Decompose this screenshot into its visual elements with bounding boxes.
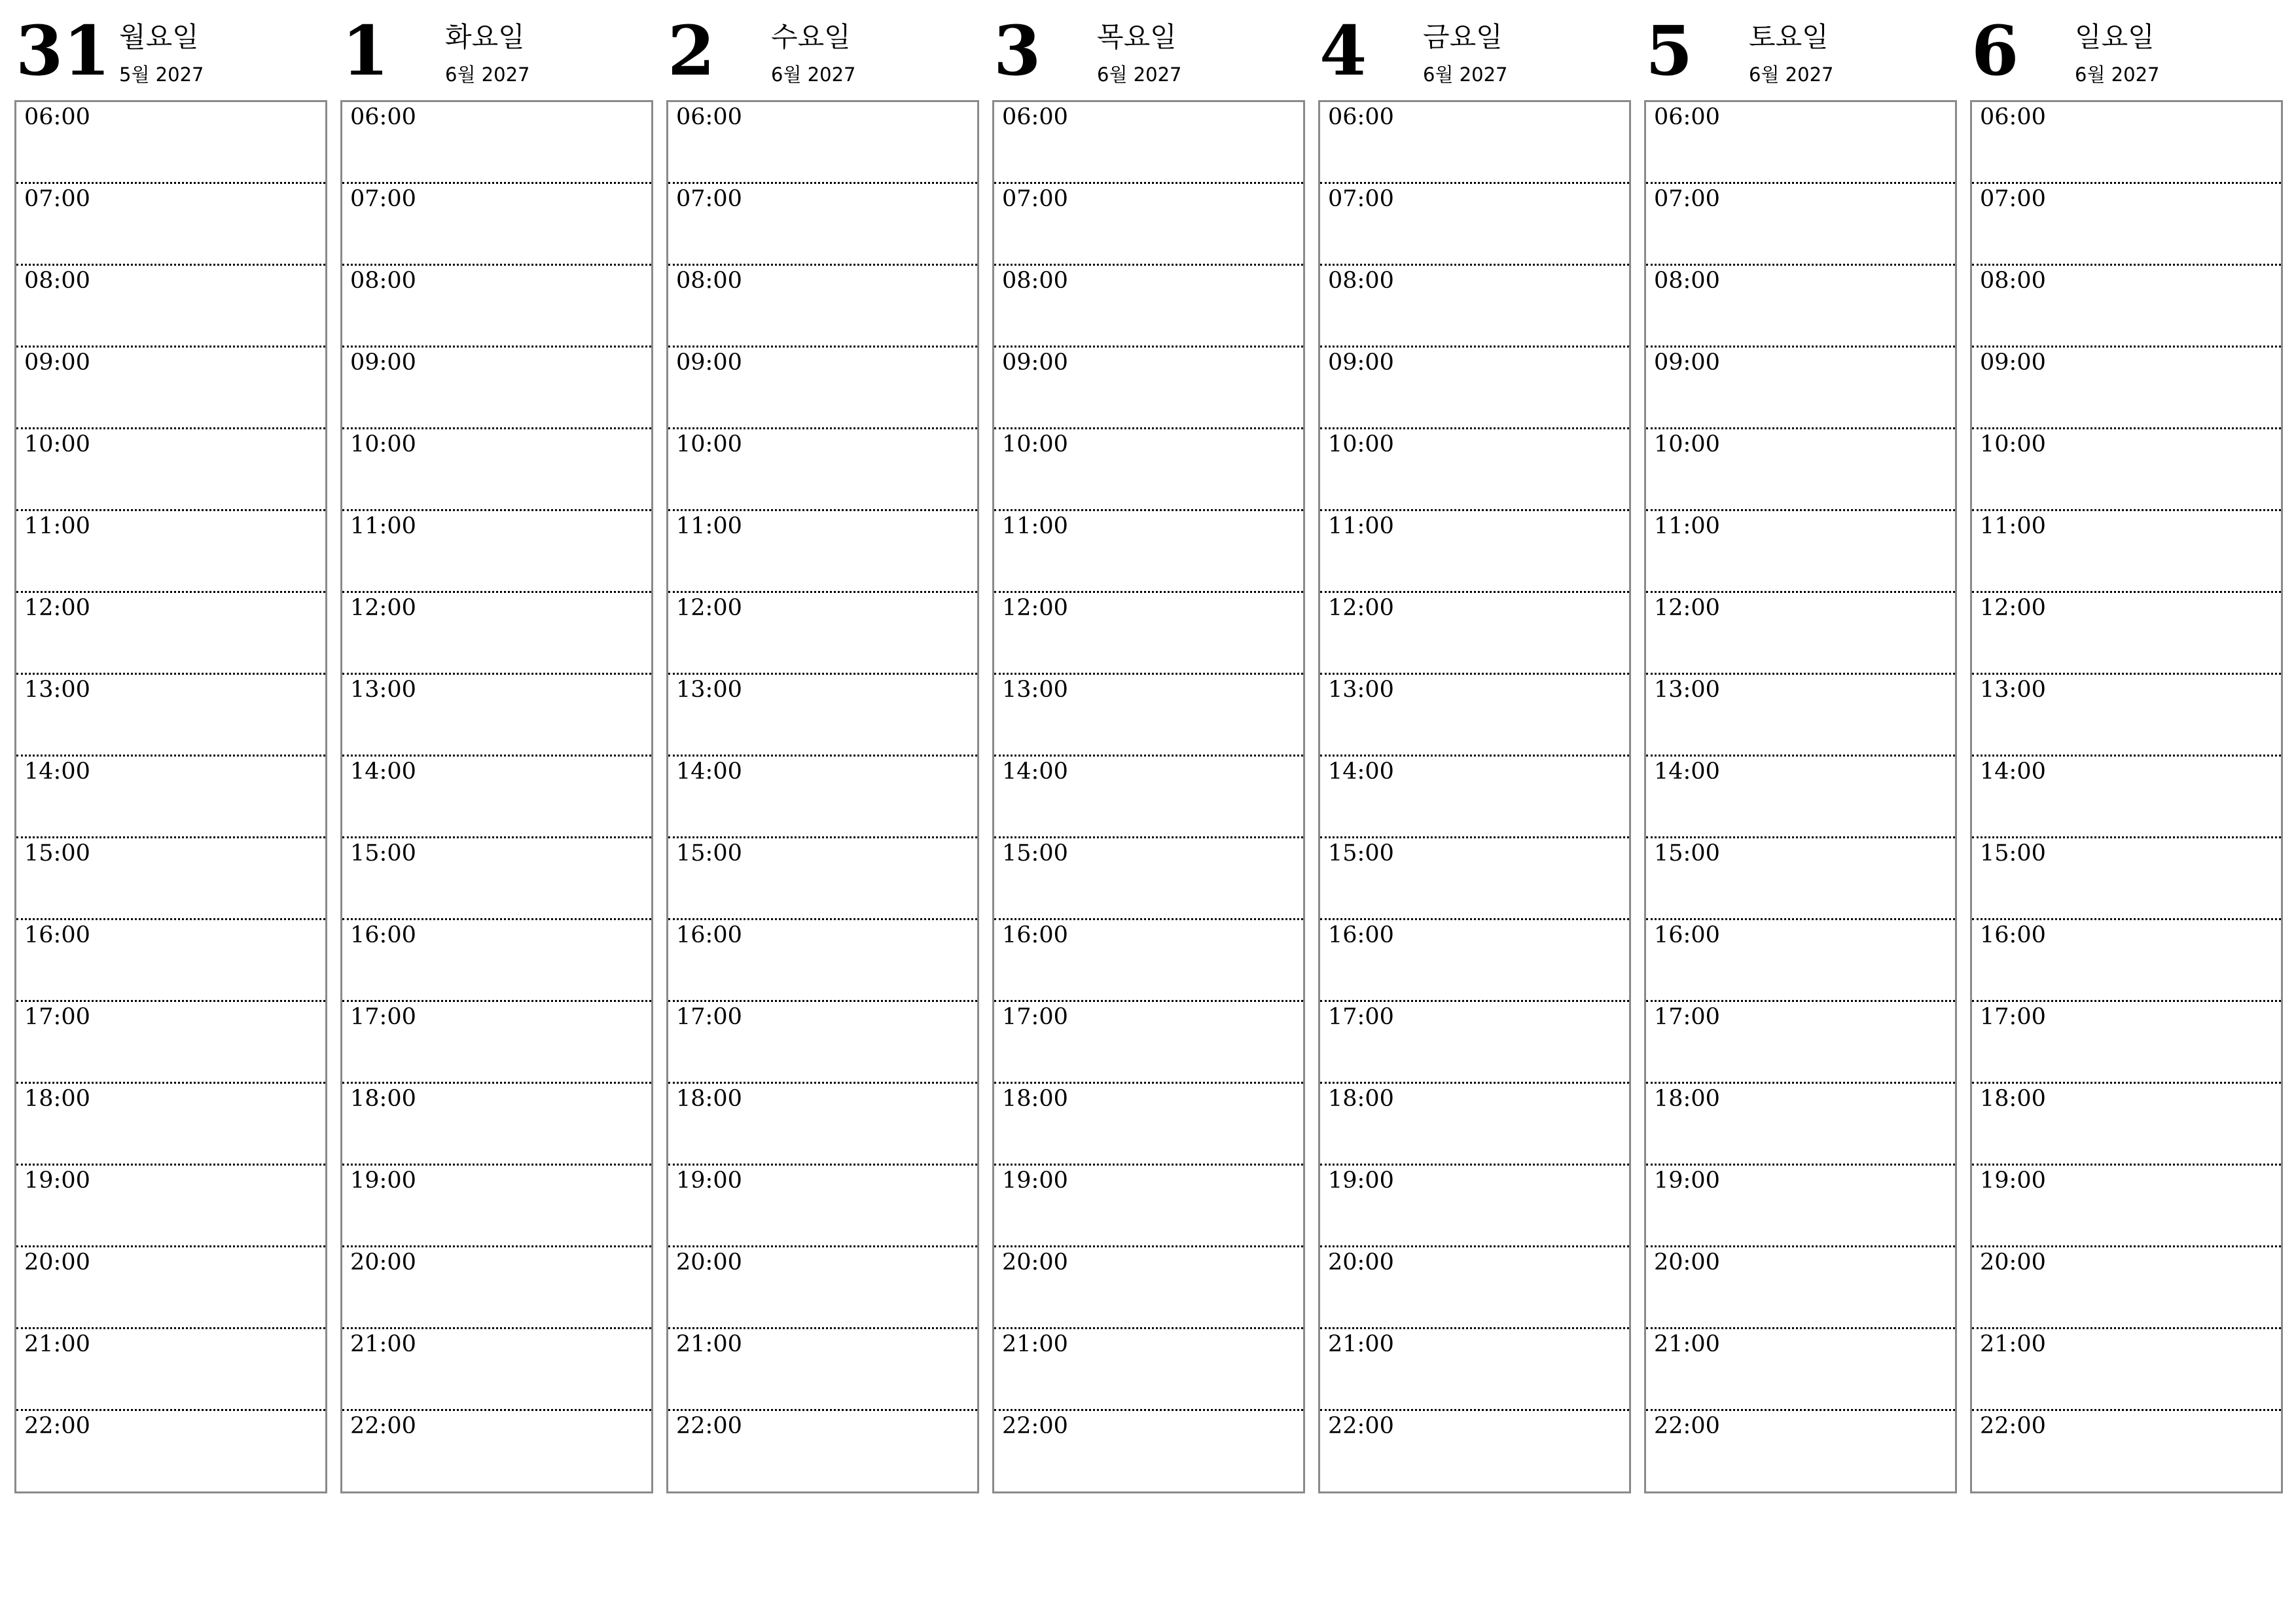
time-label: 15:00 [676,840,742,866]
time-slot[interactable] [668,348,977,429]
time-label: 17:00 [350,1004,416,1030]
time-slot[interactable] [668,675,977,757]
time-slot[interactable] [342,675,651,757]
time-slot[interactable] [16,266,325,348]
time-label: 08:00 [1002,268,1068,294]
time-slot[interactable] [994,1247,1303,1329]
time-slot[interactable] [994,511,1303,593]
time-label: 07:00 [1654,186,1720,212]
time-slot[interactable] [1646,1247,1955,1329]
time-slot[interactable] [994,1411,1303,1493]
time-label: 17:00 [1980,1004,2046,1030]
time-slot[interactable] [1646,757,1955,838]
weekday-name: 금요일 [1423,21,1503,53]
time-label: 09:00 [24,349,90,376]
time-slot[interactable] [1320,102,1629,184]
time-label: 11:00 [676,513,742,539]
time-label: 22:00 [1002,1413,1068,1439]
weekday-name: 목요일 [1097,21,1177,53]
time-label: 22:00 [1654,1413,1720,1439]
time-slot[interactable] [1972,838,2281,920]
time-label: 17:00 [1002,1004,1068,1030]
time-slot[interactable] [342,1166,651,1247]
time-label: 18:00 [350,1086,416,1112]
time-slot[interactable] [1646,1329,1955,1411]
time-slot[interactable] [668,1247,977,1329]
time-label: 19:00 [676,1168,742,1194]
time-label: 19:00 [1328,1168,1394,1194]
time-label: 08:00 [1328,268,1394,294]
time-label: 10:00 [350,431,416,457]
time-slot[interactable] [1972,920,2281,1002]
day-column [1644,0,1957,1499]
time-label: 11:00 [1980,513,2046,539]
time-slot[interactable] [16,757,325,838]
time-slot[interactable] [342,511,651,593]
time-slot[interactable] [1320,511,1629,593]
time-slot[interactable] [668,429,977,511]
time-slot[interactable] [16,1084,325,1166]
time-slot[interactable] [668,511,977,593]
time-label: 07:00 [1328,186,1394,212]
time-label: 13:00 [1002,677,1068,703]
time-label: 18:00 [1654,1086,1720,1112]
time-slot[interactable] [1972,1002,2281,1084]
time-label: 09:00 [350,349,416,376]
time-label: 10:00 [24,431,90,457]
time-slot[interactable] [1646,1166,1955,1247]
day-schedule-box [14,100,327,1493]
time-slot[interactable] [1320,838,1629,920]
day-column [14,0,327,1499]
time-label: 10:00 [1002,431,1068,457]
time-slot[interactable] [668,920,977,1002]
time-label: 09:00 [1328,349,1394,376]
time-label: 11:00 [1328,513,1394,539]
time-label: 21:00 [350,1331,416,1357]
time-label: 15:00 [1654,840,1720,866]
time-label: 06:00 [24,104,90,130]
time-slot[interactable] [1646,1002,1955,1084]
time-label: 09:00 [676,349,742,376]
time-slot[interactable] [1646,348,1955,429]
day-column [992,0,1305,1499]
month-year: 6월 2027 [445,63,530,86]
day-number: 4 [1319,10,1367,91]
day-schedule-box [1644,100,1957,1493]
time-label: 12:00 [1328,595,1394,621]
time-slot[interactable] [342,593,651,675]
time-label: 12:00 [676,595,742,621]
day-header [992,0,1305,99]
time-label: 14:00 [24,758,90,785]
time-label: 15:00 [1980,840,2046,866]
time-label: 20:00 [1654,1249,1720,1275]
time-slot[interactable] [16,1166,325,1247]
time-slot[interactable] [1646,184,1955,266]
time-label: 18:00 [1328,1086,1394,1112]
time-label: 21:00 [1654,1331,1720,1357]
month-year: 6월 2027 [1097,63,1182,86]
time-slot[interactable] [1972,675,2281,757]
time-label: 08:00 [1980,268,2046,294]
time-label: 17:00 [1654,1004,1720,1030]
day-header [1318,0,1631,99]
time-slot[interactable] [1320,675,1629,757]
day-schedule-box [340,100,653,1493]
time-slot[interactable] [1320,348,1629,429]
time-slot[interactable] [668,184,977,266]
month-year: 5월 2027 [119,63,204,86]
time-label: 17:00 [676,1004,742,1030]
time-slot[interactable] [668,1166,977,1247]
time-label: 07:00 [676,186,742,212]
time-label: 09:00 [1980,349,2046,376]
time-slot[interactable] [994,675,1303,757]
time-label: 11:00 [24,513,90,539]
time-label: 21:00 [1328,1331,1394,1357]
month-year: 6월 2027 [771,63,856,86]
time-label: 20:00 [676,1249,742,1275]
day-header [14,0,327,99]
time-slot[interactable] [16,348,325,429]
time-label: 16:00 [1002,922,1068,948]
time-slot[interactable] [1972,184,2281,266]
time-label: 15:00 [1002,840,1068,866]
time-slot[interactable] [1972,102,2281,184]
time-label: 10:00 [1654,431,1720,457]
time-slot[interactable] [1320,920,1629,1002]
time-label: 16:00 [676,922,742,948]
time-slot[interactable] [16,1329,325,1411]
month-year: 6월 2027 [2075,63,2160,86]
time-slot[interactable] [668,593,977,675]
month-year: 6월 2027 [1749,63,1834,86]
time-label: 20:00 [350,1249,416,1275]
time-slot[interactable] [16,184,325,266]
time-slot[interactable] [1646,920,1955,1002]
time-slot[interactable] [668,757,977,838]
day-column [1318,0,1631,1499]
weekday-name: 수요일 [771,21,851,53]
time-slot[interactable] [1972,757,2281,838]
time-label: 18:00 [1002,1086,1068,1112]
time-slot[interactable] [1320,266,1629,348]
time-slot[interactable] [1320,757,1629,838]
day-number: 31 [16,10,111,91]
time-slot[interactable] [994,1084,1303,1166]
time-label: 12:00 [350,595,416,621]
time-label: 16:00 [350,922,416,948]
time-slot[interactable] [1972,593,2281,675]
time-label: 12:00 [1002,595,1068,621]
time-label: 13:00 [1654,677,1720,703]
time-label: 13:00 [676,677,742,703]
time-slot[interactable] [668,1411,977,1493]
time-label: 13:00 [1980,677,2046,703]
time-slot[interactable] [1646,102,1955,184]
time-label: 15:00 [1328,840,1394,866]
time-slot[interactable] [16,920,325,1002]
time-slot[interactable] [16,675,325,757]
time-slot[interactable] [1972,429,2281,511]
time-label: 11:00 [1002,513,1068,539]
time-slot[interactable] [342,348,651,429]
time-slot[interactable] [994,593,1303,675]
time-slot[interactable] [1972,1084,2281,1166]
time-slot[interactable] [994,266,1303,348]
time-label: 06:00 [1002,104,1068,130]
time-slot[interactable] [1646,266,1955,348]
time-slot[interactable] [994,1329,1303,1411]
time-slot[interactable] [1320,1247,1629,1329]
time-label: 14:00 [1980,758,2046,785]
time-label: 19:00 [350,1168,416,1194]
day-schedule-box [1970,100,2283,1493]
time-label: 10:00 [1980,431,2046,457]
time-slot[interactable] [1646,1084,1955,1166]
day-number: 1 [342,10,389,91]
time-slot[interactable] [16,429,325,511]
time-label: 08:00 [24,268,90,294]
weekday-name: 월요일 [119,21,199,53]
time-slot[interactable] [1320,1002,1629,1084]
time-label: 19:00 [1654,1168,1720,1194]
time-slot[interactable] [342,838,651,920]
time-slot[interactable] [994,920,1303,1002]
time-slot[interactable] [1646,429,1955,511]
time-label: 20:00 [1328,1249,1394,1275]
day-number: 5 [1645,10,1693,91]
time-slot[interactable] [342,184,651,266]
time-label: 22:00 [1980,1413,2046,1439]
time-slot[interactable] [16,593,325,675]
weekday-name: 일요일 [2075,21,2155,53]
time-label: 20:00 [1002,1249,1068,1275]
time-label: 20:00 [24,1249,90,1275]
time-slot[interactable] [1646,1411,1955,1493]
time-slot[interactable] [668,1084,977,1166]
time-label: 19:00 [24,1168,90,1194]
time-label: 18:00 [24,1086,90,1112]
time-label: 19:00 [1002,1168,1068,1194]
time-slot[interactable] [342,757,651,838]
time-slot[interactable] [1646,593,1955,675]
time-label: 06:00 [1654,104,1720,130]
time-label: 06:00 [1328,104,1394,130]
time-slot[interactable] [1972,266,2281,348]
time-label: 09:00 [1654,349,1720,376]
time-label: 14:00 [1654,758,1720,785]
time-label: 07:00 [24,186,90,212]
time-label: 06:00 [676,104,742,130]
time-label: 12:00 [24,595,90,621]
day-number: 3 [994,10,1041,91]
time-slot[interactable] [994,348,1303,429]
time-slot[interactable] [1320,184,1629,266]
day-column [1970,0,2283,1499]
time-slot[interactable] [1646,675,1955,757]
time-label: 13:00 [1328,677,1394,703]
time-label: 22:00 [350,1413,416,1439]
time-slot[interactable] [342,266,651,348]
time-label: 17:00 [1328,1004,1394,1030]
day-schedule-box [992,100,1305,1493]
time-label: 11:00 [1654,513,1720,539]
weekly-planner [14,0,2292,1499]
time-slot[interactable] [342,920,651,1002]
time-slot[interactable] [994,1002,1303,1084]
time-label: 19:00 [1980,1168,2046,1194]
time-label: 21:00 [1002,1331,1068,1357]
time-label: 14:00 [1002,758,1068,785]
time-slot[interactable] [668,266,977,348]
time-slot[interactable] [1320,429,1629,511]
time-label: 12:00 [1980,595,2046,621]
time-label: 07:00 [350,186,416,212]
time-label: 10:00 [1328,431,1394,457]
time-slot[interactable] [1972,1329,2281,1411]
time-slot[interactable] [668,102,977,184]
time-slot[interactable] [1320,1166,1629,1247]
time-slot[interactable] [16,1002,325,1084]
day-column [666,0,979,1499]
time-label: 21:00 [676,1331,742,1357]
time-slot[interactable] [16,1247,325,1329]
time-slot[interactable] [342,429,651,511]
time-label: 16:00 [24,922,90,948]
time-slot[interactable] [668,1329,977,1411]
time-label: 21:00 [24,1331,90,1357]
time-slot[interactable] [342,1411,651,1493]
day-header [340,0,653,99]
time-slot[interactable] [1320,1329,1629,1411]
time-label: 09:00 [1002,349,1068,376]
time-slot[interactable] [668,838,977,920]
day-column [340,0,653,1499]
day-schedule-box [666,100,979,1493]
time-slot[interactable] [994,757,1303,838]
day-header [1644,0,1957,99]
time-label: 10:00 [676,431,742,457]
time-label: 12:00 [1654,595,1720,621]
time-slot[interactable] [994,838,1303,920]
time-slot[interactable] [1646,838,1955,920]
time-slot[interactable] [1972,511,2281,593]
time-slot[interactable] [994,429,1303,511]
month-year: 6월 2027 [1423,63,1508,86]
time-label: 11:00 [350,513,416,539]
day-header [1970,0,2283,99]
time-label: 17:00 [24,1004,90,1030]
time-slot[interactable] [1972,1166,2281,1247]
weekday-name: 화요일 [445,21,525,53]
time-label: 14:00 [676,758,742,785]
time-label: 08:00 [350,268,416,294]
time-slot[interactable] [1646,511,1955,593]
time-slot[interactable] [16,838,325,920]
time-label: 15:00 [24,840,90,866]
time-slot[interactable] [994,184,1303,266]
time-label: 22:00 [1328,1413,1394,1439]
time-slot[interactable] [342,1084,651,1166]
time-slot[interactable] [1320,1084,1629,1166]
day-header [666,0,979,99]
time-label: 14:00 [350,758,416,785]
time-slot[interactable] [342,1002,651,1084]
time-label: 08:00 [1654,268,1720,294]
time-slot[interactable] [994,1166,1303,1247]
day-number: 2 [668,10,715,91]
time-label: 07:00 [1980,186,2046,212]
time-label: 07:00 [1002,186,1068,212]
time-label: 16:00 [1980,922,2046,948]
time-label: 16:00 [1328,922,1394,948]
time-slot[interactable] [668,1002,977,1084]
time-slot[interactable] [16,102,325,184]
time-slot[interactable] [342,1247,651,1329]
time-slot[interactable] [1320,1411,1629,1493]
time-label: 06:00 [350,104,416,130]
time-slot[interactable] [1972,348,2281,429]
time-label: 21:00 [1980,1331,2046,1357]
time-label: 18:00 [1980,1086,2046,1112]
time-slot[interactable] [1972,1247,2281,1329]
time-label: 08:00 [676,268,742,294]
time-label: 06:00 [1980,104,2046,130]
time-label: 16:00 [1654,922,1720,948]
day-number: 6 [1971,10,2019,91]
time-label: 22:00 [676,1413,742,1439]
time-label: 13:00 [24,677,90,703]
weekday-name: 토요일 [1749,21,1829,53]
time-label: 22:00 [24,1413,90,1439]
time-label: 14:00 [1328,758,1394,785]
time-slot[interactable] [342,102,651,184]
time-slot[interactable] [994,102,1303,184]
time-slot[interactable] [342,1329,651,1411]
time-label: 20:00 [1980,1249,2046,1275]
day-schedule-box [1318,100,1631,1493]
time-label: 18:00 [676,1086,742,1112]
time-slot[interactable] [1972,1411,2281,1493]
time-slot[interactable] [1320,593,1629,675]
time-label: 13:00 [350,677,416,703]
time-slot[interactable] [16,1411,325,1493]
time-slot[interactable] [16,511,325,593]
time-label: 15:00 [350,840,416,866]
